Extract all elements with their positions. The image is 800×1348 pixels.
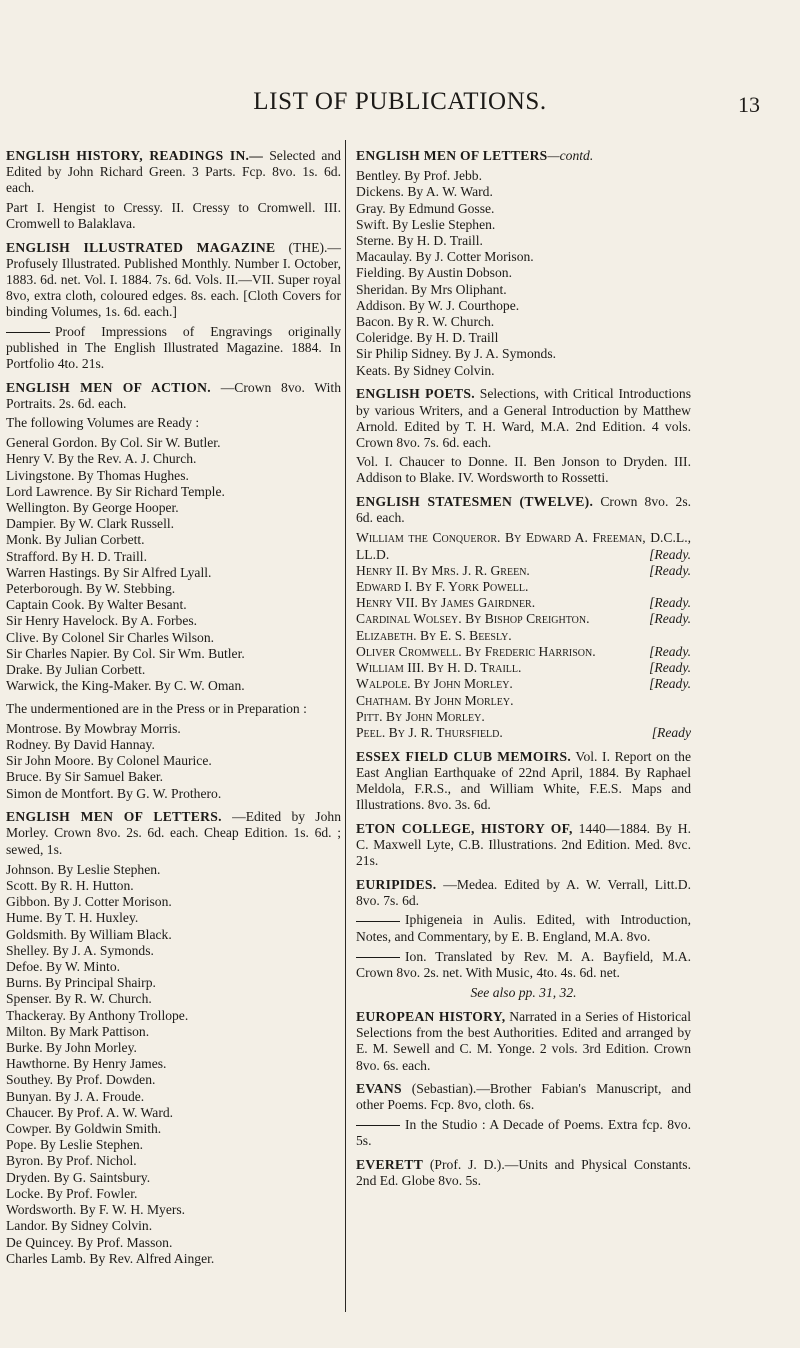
entry-heading: ENGLISH MEN OF LETTERS [356, 148, 548, 163]
list-item: Simon de Montfort. By G. W. Prothero. [6, 785, 222, 801]
entry-text: 1440—1884. By H. C. Maxwell Lyte, C.B. Illustrations. 2nd Edition. Med. 8vc. 21s. [356, 820, 691, 869]
list-item: Peterborough. By W. Stebbing. [6, 581, 176, 597]
entry-heading: ETON COLLEGE, HISTORY OF, [356, 820, 573, 836]
list-item: Shelley. By J. A. Symonds. [6, 942, 154, 958]
entry-subtext: Proof Impressions of Engravings originally published in The English Illustrated Magazine. 1884. In Portfolio 4to. 21s. [6, 323, 341, 371]
list-item: Dampier. By W. Clark Russell. [6, 516, 175, 532]
list-item: Wellington. By George Hooper. [6, 500, 179, 516]
item-text: Peel. By J. R. Thursfield. [356, 724, 503, 740]
list-item: Coleridge. By H. D. Traill [356, 330, 499, 346]
list-item [356, 693, 691, 709]
entry-heading: EVERETT [356, 1156, 424, 1172]
left-column [6, 148, 349, 1274]
list-item: Livingstone. By Thomas Hughes. [6, 467, 189, 483]
list-item: Byron. By Prof. Nichol. [6, 1153, 137, 1169]
volume-list [6, 721, 341, 802]
list-item: Thackeray. By Anthony Trollope. [6, 1007, 189, 1023]
list-item: Warwick, the King-Maker. By C. W. Oman. [6, 678, 245, 694]
entry-everett [356, 1157, 691, 1189]
entry-text: (Sebastian).—Brother Fabian's Manuscript, and other Poems. Fcp. 8vo, cloth. 6s. [356, 1081, 691, 1113]
list-item: Southey. By Prof. Dowden. [6, 1072, 156, 1088]
list-item: Swift. By Leslie Stephen. [356, 216, 496, 232]
list-item [356, 676, 691, 692]
list-item: Bunyan. By J. A. Froude. [6, 1088, 145, 1104]
item-text: Elizabeth. By E. S. Beesly. [356, 627, 512, 643]
entry-heading: ENGLISH HISTORY, READINGS IN.— [6, 148, 264, 163]
entry-subitem [356, 912, 691, 944]
list-item: Keats. By Sidney Colvin. [356, 362, 495, 378]
volume-list [6, 862, 341, 1267]
list-item: Sir Philip Sidney. By J. A. Symonds. [356, 346, 557, 362]
entry-text: Selected and Edited by John Richard Green. 3 Parts. Fcp. 8vo. 1s. 6d. each. [6, 148, 341, 196]
page-number: 13 [738, 92, 760, 117]
list-item [356, 725, 691, 741]
list-item: Burke. By John Morley. [6, 1040, 137, 1056]
list-item: Burns. By Principal Shairp. [6, 975, 156, 991]
list-item: Chaucer. By Prof. A. W. Ward. [6, 1104, 174, 1120]
item-text: Henry VII. By James Gairdner. [356, 595, 536, 611]
list-item: Charles Lamb. By Rev. Alfred Ainger. [6, 1250, 215, 1266]
item-text: Henry II. By Mrs. J. R. Green. [356, 562, 530, 578]
see-also: See also pp. 31, 32. [470, 985, 577, 1001]
list-item: Dickens. By A. W. Ward. [356, 184, 493, 200]
list-item: Henry V. By the Rev. A. J. Church. [6, 451, 197, 467]
entry-intro: The undermentioned are in the Press or in Preparation : [6, 700, 307, 716]
list-item: Sterne. By H. D. Traill. [356, 233, 483, 249]
item-text: Edward I. By F. York Powell. [356, 579, 529, 595]
list-item: Johnson. By Leslie Stephen. [6, 861, 161, 877]
list-item [356, 628, 691, 644]
entry-heading: ESSEX FIELD CLUB MEMOIRS. [356, 748, 572, 764]
list-item: Montrose. By Mowbray Morris. [6, 720, 181, 736]
entry-parts: Part I. Hengist to Cressy. II. Cressy to Cromwell. III. Cromwell to Balaklava. [6, 199, 341, 231]
list-item [356, 660, 691, 676]
ready-label: [Ready. [649, 611, 691, 627]
entry-subtext: In the Studio : A Decade of Poems. Extra fcp. 8vo. 5s. [356, 1116, 691, 1148]
entry-text: —Crown 8vo. With Portraits. 2s. 6d. each. [6, 379, 341, 411]
entry-english-men-of-letters [6, 809, 341, 1267]
list-item: Strafford. By H. D. Traill. [6, 548, 147, 564]
dash-rule [356, 957, 400, 958]
entry-eton-college [356, 821, 691, 870]
entry-text: (THE).—Profusely Illustrated. Published Monthly. Number I. October, 1883. 6d. net. Vol. I. 1884. 7s. 6d. Vols. II.—VII. Super royal 8vo, extra cloth, coloured edges. 8s. each. [Cloth Covers for binding Volumes, 1s. 6d. each.] [6, 239, 341, 320]
list-item: Macaulay. By J. Cotter Morison. [356, 249, 534, 265]
entry-heading: EVANS [356, 1081, 402, 1097]
entry-text: (Prof. J. D.).—Units and Physical Constants. 2nd Ed. Globe 8vo. 5s. [356, 1156, 691, 1188]
entry-subitem [356, 1117, 691, 1149]
list-item: Addison. By W. J. Courthope. [356, 297, 520, 313]
list-item: Landor. By Sidney Colvin. [6, 1218, 153, 1234]
entry-text: Selections, with Critical Introductions by various Writers, and a General Introduction by Matthew Arnold. Edited by T. H. Ward, M.A. 2nd Edition. 4 vols. Crown 8vo. 7s. 6d. each. [356, 386, 691, 450]
entry-text: Narrated in a Series of Historical Selections from the best Authorities. Edited and arranged by E. M. Sewell and C. M. Yonge. 2 vols. 3rd Edition. Crown 8vo. 6s. each. [356, 1008, 691, 1073]
entry-heading: ENGLISH ILLUSTRATED MAGAZINE [6, 239, 276, 255]
list-item: Drake. By Julian Corbett. [6, 662, 146, 678]
list-item: Goldsmith. By William Black. [6, 926, 172, 942]
ready-label: [Ready. [649, 643, 691, 659]
list-item: Bacon. By R. W. Church. [356, 314, 495, 330]
volume-list [6, 435, 341, 694]
list-item: Pope. By Leslie Stephen. [6, 1137, 144, 1153]
list-item: Wordsworth. By F. W. H. Myers. [6, 1202, 186, 1218]
list-item: Hume. By T. H. Huxley. [6, 910, 139, 926]
entry-text: —Medea. Edited by A. W. Verrall, Litt.D. 8vo. 7s. 6d. [356, 877, 692, 909]
page-header [0, 88, 800, 128]
list-item: Spenser. By R. W. Church. [6, 991, 152, 1007]
entry-heading: ENGLISH MEN OF LETTERS. [6, 809, 222, 825]
right-column [356, 148, 691, 1196]
list-item: De Quincey. By Prof. Masson. [6, 1234, 173, 1250]
list-item: Scott. By R. H. Hutton. [6, 878, 134, 894]
ready-label: [Ready. [649, 595, 691, 611]
entry-evans [356, 1081, 691, 1149]
dash-rule [356, 1125, 400, 1126]
dash-rule [6, 332, 50, 333]
entry-english-men-of-action [6, 380, 341, 802]
list-item: Rodney. By David Hannay. [6, 736, 155, 752]
list-item: Sheridan. By Mrs Oliphant. [356, 281, 507, 297]
entry-subtext: Ion. Translated by Rev. M. A. Bayfield, M.A. Crown 8vo. 2s. net. With Music, 4to. 4s. 6d. net. [356, 948, 691, 981]
entry-subtext: Iphigeneia in Aulis. Edited, with Introduction, Notes, and Commentary, by E. B. England, M.A. 8vo. [356, 912, 691, 944]
entry-essex-field-club [356, 749, 691, 814]
list-item: Warren Hastings. By Sir Alfred Lyall. [6, 564, 212, 580]
ready-label: [Ready [651, 724, 691, 740]
list-item: Gray. By Edmund Gosse. [356, 200, 495, 216]
item-text: Pitt. By John Morley. [356, 708, 485, 724]
ready-label: [Ready. [649, 546, 691, 562]
list-item: Locke. By Prof. Fowler. [6, 1185, 138, 1201]
entry-european-history [356, 1009, 691, 1074]
list-item: Fielding. By Austin Dobson. [356, 265, 512, 281]
list-item: Gibbon. By J. Cotter Morison. [6, 894, 172, 910]
ready-label: [Ready. [649, 562, 691, 578]
list-item: Hawthorne. By Henry James. [6, 1056, 167, 1072]
entry-heading: ENGLISH MEN OF ACTION. [6, 379, 211, 395]
ready-label: [Ready. [649, 660, 691, 676]
list-item: Cowper. By Goldwin Smith. [6, 1121, 162, 1137]
list-item: Monk. By Julian Corbett. [6, 532, 145, 548]
entry-volumes: Vol. I. Chaucer to Donne. II. Ben Jonson to Dryden. III. Addison to Blake. IV. Wordsworth to Rossetti. [356, 454, 691, 486]
entry-english-illustrated-magazine [6, 240, 341, 373]
entry-english-poets [356, 386, 691, 486]
list-item: Sir John Moore. By Colonel Maurice. [6, 753, 212, 769]
contd-label: —contd. [547, 148, 594, 163]
entry-subitem [356, 949, 691, 981]
list-item: Captain Cook. By Walter Besant. [6, 597, 187, 613]
entry-english-statesmen [356, 494, 691, 741]
list-item: Sir Henry Havelock. By A. Forbes. [6, 613, 198, 629]
entry-heading: ENGLISH POETS. [356, 386, 475, 402]
entry-text: —Edited by John Morley. Crown 8vo. 2s. 6d. each. Cheap Edition. 1s. 6d. ; sewed, 1s. [6, 809, 341, 857]
volume-list [356, 530, 691, 741]
entry-heading: EUROPEAN HISTORY, [356, 1008, 506, 1024]
list-item: Dryden. By G. Saintsbury. [6, 1169, 151, 1185]
list-item [356, 709, 691, 725]
item-text: Walpole. By John Morley. [356, 676, 513, 692]
list-item: Defoe. By W. Minto. [6, 959, 121, 975]
item-text: William the Conqueror. By Edward A. Freeman, D.C.L., LL.D. [356, 530, 691, 562]
list-item: Milton. By Mark Pattison. [6, 1023, 150, 1039]
volume-list [356, 168, 691, 379]
ready-label: [Ready. [649, 676, 691, 692]
item-text: Oliver Cromwell. By Frederic Harrison. [356, 643, 596, 659]
list-item: Clive. By Colonel Sir Charles Wilson. [6, 629, 215, 645]
entry-english-men-of-letters-contd [356, 148, 691, 379]
list-item [356, 579, 691, 595]
entry-euripides [356, 877, 691, 1001]
entry-text: Crown 8vo. 2s. 6d. each. [356, 494, 692, 526]
entry-heading: ENGLISH STATESMEN (TWELVE). [356, 494, 594, 510]
item-text: Chatham. By John Morley. [356, 692, 514, 708]
entry-english-history-readings [6, 148, 341, 232]
list-item: Lord Lawrence. By Sir Richard Temple. [6, 483, 225, 499]
list-item [356, 530, 691, 562]
dash-rule [356, 921, 400, 922]
entry-heading: EURIPIDES. [356, 877, 437, 893]
entry-subitem [6, 324, 341, 373]
running-title: LIST OF PUBLICATIONS. [253, 88, 547, 115]
list-item: Bentley. By Prof. Jebb. [356, 168, 482, 184]
list-item [356, 611, 691, 627]
item-text: William III. By H. D. Traill. [356, 660, 522, 676]
list-item: Sir Charles Napier. By Col. Sir Wm. Butler. [6, 645, 245, 661]
list-item [356, 595, 691, 611]
list-item [356, 563, 691, 579]
item-text: Cardinal Wolsey. By Bishop Creighton. [356, 611, 590, 627]
list-item: General Gordon. By Col. Sir W. Butler. [6, 435, 221, 451]
list-item: Bruce. By Sir Samuel Baker. [6, 769, 164, 785]
entry-intro: The following Volumes are Ready : [6, 415, 200, 431]
list-item [356, 644, 691, 660]
entry-text: Vol. I. Report on the East Anglian Earthquake of 22nd April, 1884. By Raphael Meldola, F.R.S., and William White, F.E.S. Maps and Illustrations. 8vo. 3s. 6d. [356, 748, 691, 813]
